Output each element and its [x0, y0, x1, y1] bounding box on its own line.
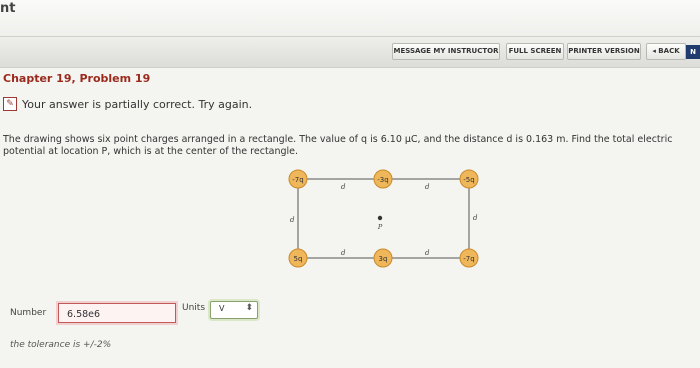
units-label: Units [182, 303, 206, 313]
distance-label-right: d [473, 214, 478, 222]
printer-version-button[interactable]: PRINTER VERSION [567, 43, 641, 60]
svg-text:-3q: -3q [377, 176, 389, 184]
back-button[interactable]: ◂ BACK [646, 43, 686, 60]
charge-top-right [460, 170, 478, 188]
distance-label-bottom-right: d [425, 249, 430, 257]
status-message: Your answer is partially correct. Try again. [22, 98, 253, 111]
svg-text:-5q: -5q [463, 176, 475, 184]
number-value: 6.58e6 [67, 309, 101, 320]
problem-statement: The drawing shows six point charges arranged in a rectangle. The value of q is 6.10 μC, and the distance d is 0.163 m. Find the total electric potential at location P, which is at the center of the rectangle. [3, 134, 673, 157]
charge-top-middle [374, 170, 392, 188]
charge-bottom-middle [374, 249, 392, 267]
distance-label-bottom-left: d [341, 249, 346, 257]
select-arrow-icon: ⬍ [245, 303, 253, 313]
charge-top-left [289, 170, 307, 188]
charge-bottom-left [289, 249, 307, 267]
page-header-title: nt [0, 1, 16, 16]
distance-label-top-left: d [341, 183, 346, 191]
number-label: Number [10, 308, 47, 318]
units-value: V [219, 304, 225, 313]
distance-label-left: d [290, 216, 295, 224]
svg-text:-7q: -7q [292, 176, 304, 184]
next-button[interactable]: N [686, 45, 700, 59]
message-instructor-button[interactable]: MESSAGE MY INSTRUCTOR [392, 43, 500, 60]
chapter-title: Chapter 19, Problem 19 [3, 72, 151, 85]
svg-text:3q: 3q [378, 255, 388, 263]
number-input[interactable] [58, 303, 176, 323]
charge-diagram [283, 165, 488, 273]
svg-text:5q: 5q [293, 255, 303, 263]
partial-correct-icon: ✎ [3, 97, 17, 111]
charge-rectangle [298, 179, 469, 258]
top-strip [0, 0, 700, 36]
charge-bottom-right [460, 249, 478, 267]
toolbar [0, 36, 700, 68]
point-p-dot [378, 216, 382, 220]
svg-text:-7q: -7q [463, 255, 475, 263]
tolerance-note: the tolerance is +/-2% [10, 340, 112, 350]
distance-label-top-right: d [425, 183, 430, 191]
point-p-label: P [377, 223, 383, 231]
units-select[interactable] [210, 301, 258, 319]
full-screen-button[interactable]: FULL SCREEN [506, 43, 564, 60]
